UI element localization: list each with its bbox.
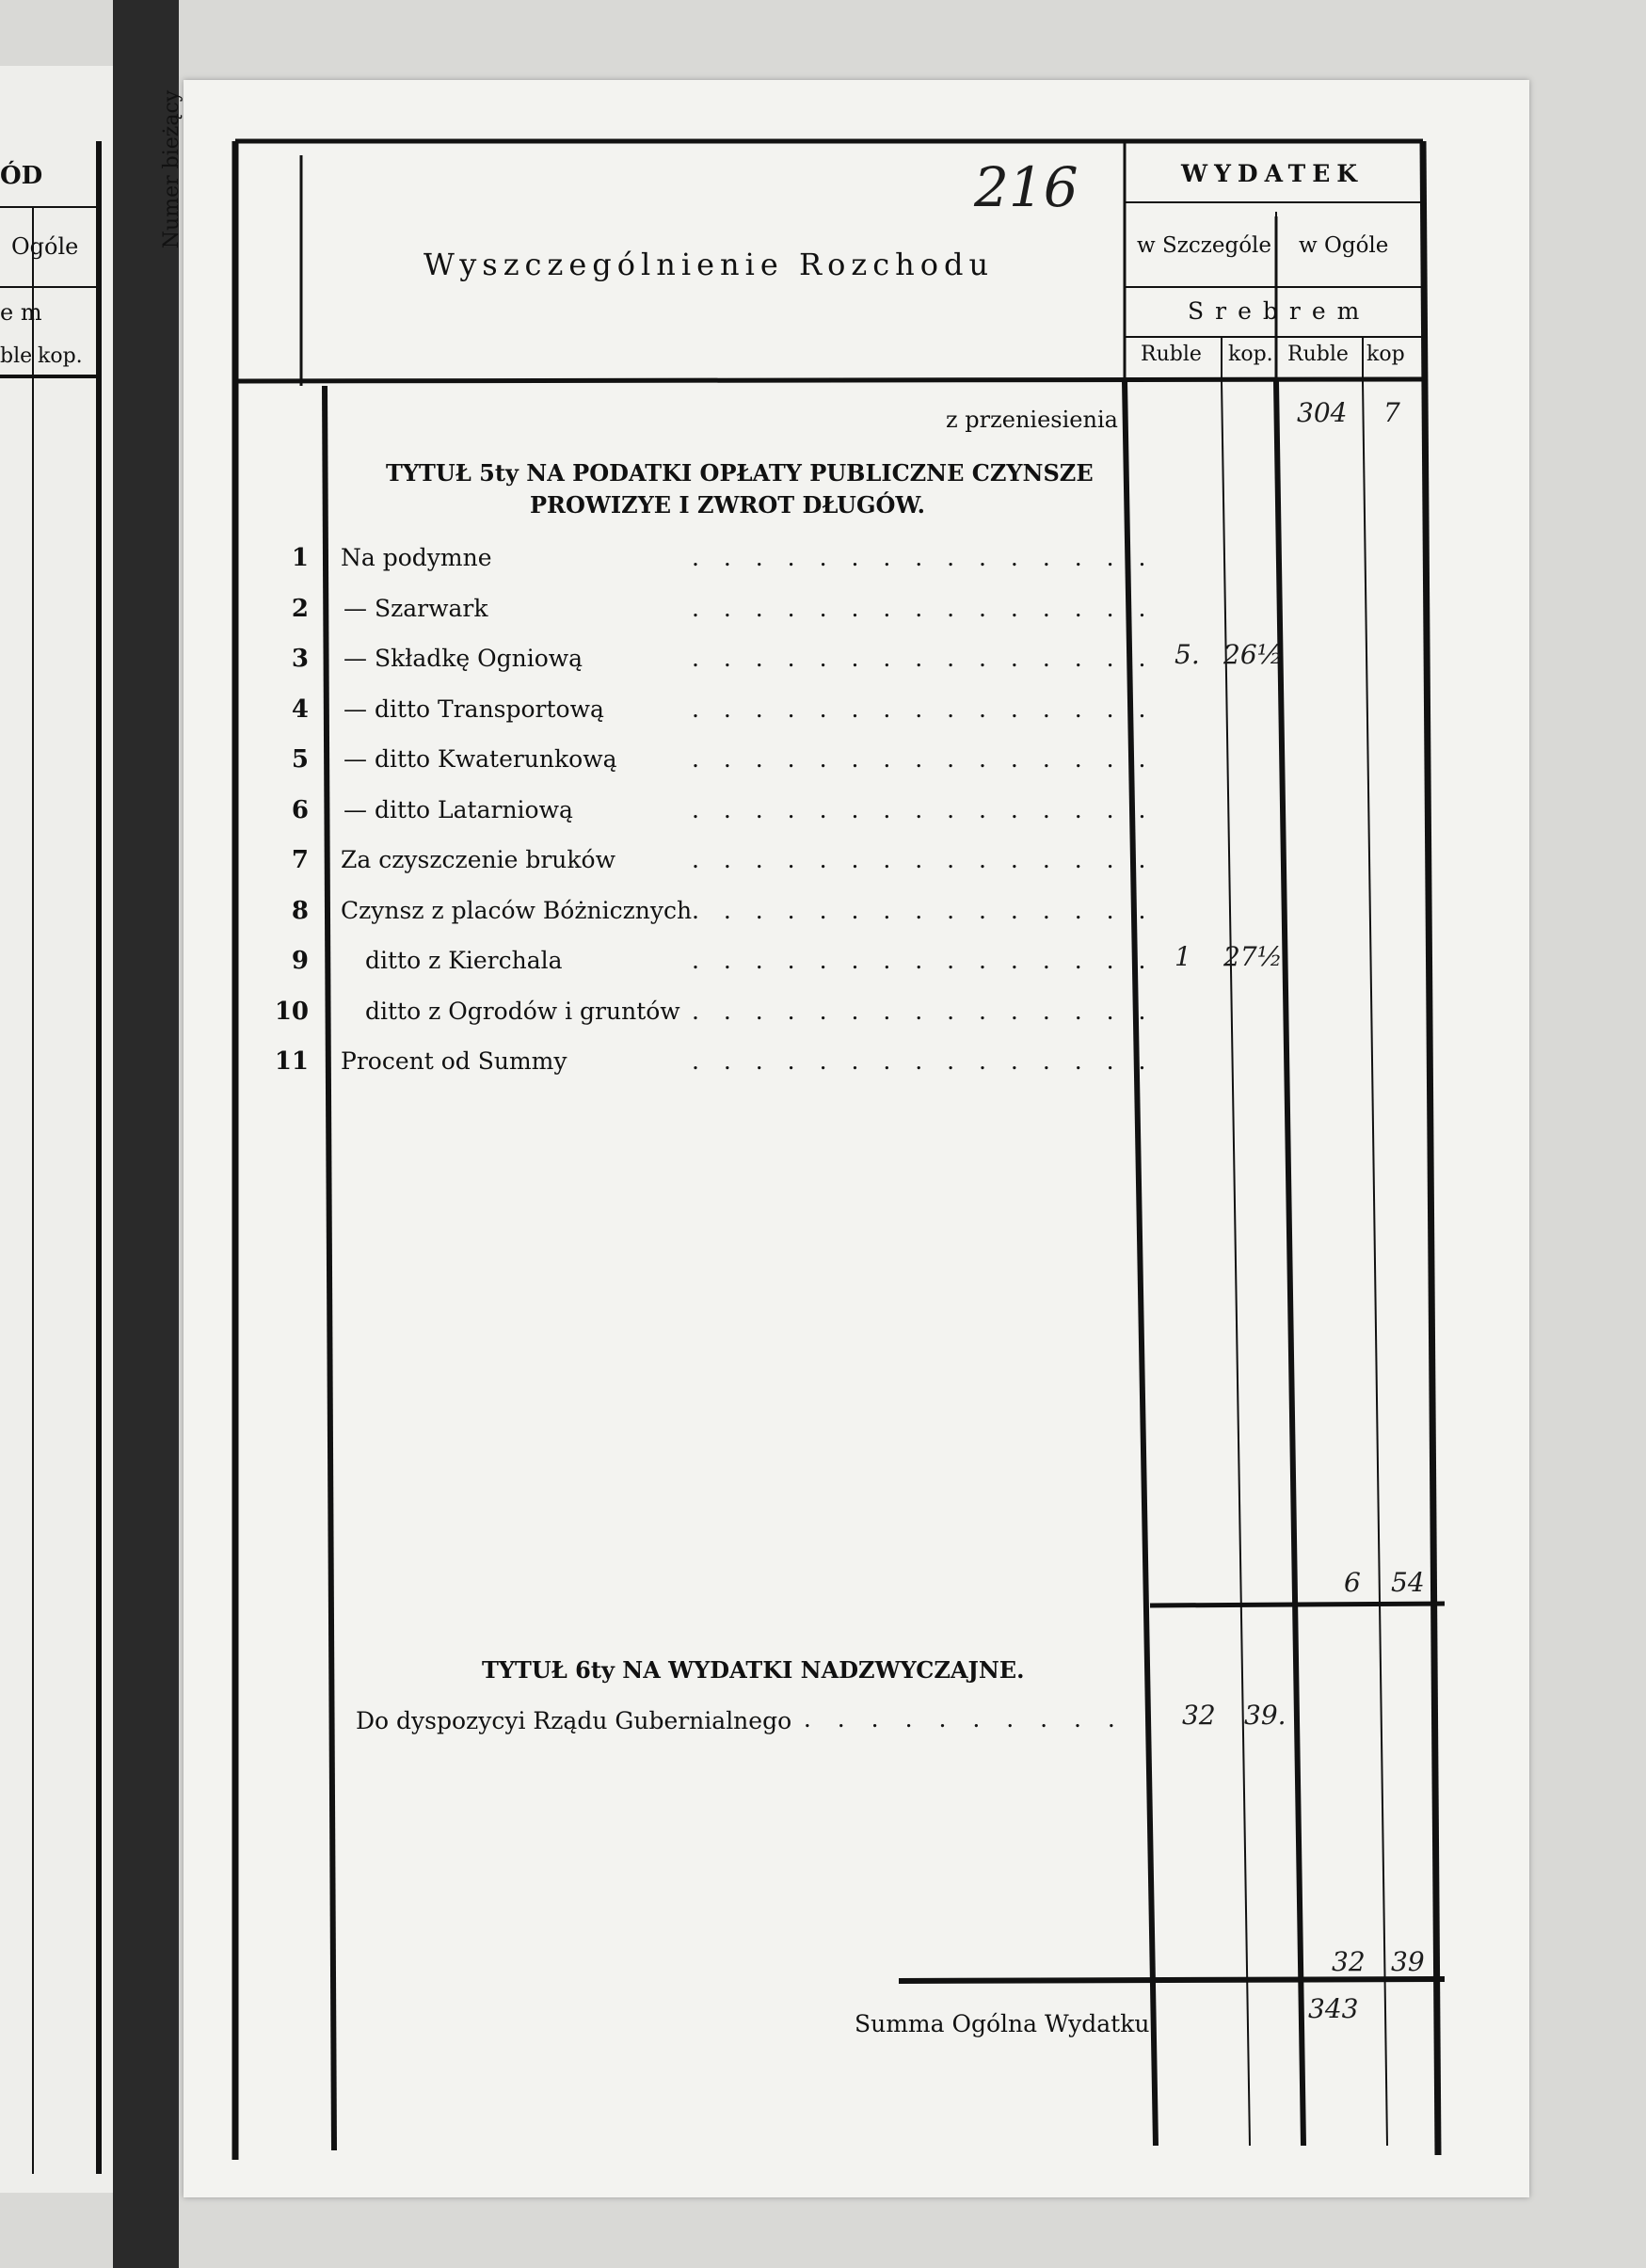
- item-label: — ditto Transportową: [344, 695, 604, 723]
- section6-item-dots: . . . . . . . . . . .: [770, 1705, 1125, 1733]
- ruble-heading-1: Ruble: [1141, 343, 1202, 366]
- item-number: 2: [291, 595, 309, 623]
- left-col-fragment: Ogóle: [11, 233, 79, 260]
- item-detail-kop: 26½: [1223, 639, 1283, 670]
- summa-rubles: 343: [1308, 1993, 1359, 2024]
- item-number: 5: [291, 745, 309, 774]
- left-header-fragment: ÓD: [0, 162, 43, 190]
- item-leader-dots: . . . . . . . . . . . . . . .: [692, 998, 1155, 1025]
- item-number: 9: [291, 947, 309, 975]
- kop-heading-1: kop.: [1228, 343, 1273, 366]
- item-number: 7: [291, 846, 309, 874]
- item-label: — Szarwark: [344, 595, 488, 622]
- item-number: 1: [291, 544, 309, 572]
- item-leader-dots: . . . . . . . . . . . . . . .: [692, 796, 1155, 823]
- item-label: ditto z Kierchala: [365, 947, 563, 974]
- section6-detail-rubles: 32: [1182, 1700, 1216, 1731]
- page-title: Wyszczególnienie Rozchodu: [423, 247, 995, 282]
- carry-rubles: 304: [1297, 397, 1348, 428]
- item-label: — ditto Kwaterunkową: [344, 745, 617, 773]
- item-number: 3: [291, 645, 309, 673]
- section5-total-rubles: 6: [1344, 1567, 1361, 1598]
- item-label: — Składkę Ogniową: [344, 645, 583, 672]
- section5-total-kop: 54: [1391, 1567, 1425, 1598]
- item-leader-dots: . . . . . . . . . . . . . . .: [692, 695, 1155, 723]
- item-leader-dots: . . . . . . . . . . . . . . .: [692, 897, 1155, 924]
- item-number: 4: [291, 695, 309, 724]
- numer-biezacy-label: Numer bieżący: [160, 89, 184, 249]
- item-leader-dots: . . . . . . . . . . . . . . .: [692, 595, 1155, 622]
- item-label: Za czyszczenie bruków: [341, 846, 615, 873]
- item-number: 11: [274, 1047, 309, 1076]
- item-number: 8: [291, 897, 309, 925]
- item-leader-dots: . . . . . . . . . . . . . . .: [692, 544, 1155, 571]
- item-leader-dots: . . . . . . . . . . . . . . .: [692, 846, 1155, 873]
- srebrem-heading: Srebrem: [1188, 297, 1371, 325]
- w-ogole-heading: w Ogóle: [1299, 233, 1389, 258]
- section6-title: TYTUŁ 6ty NA WYDATKI NADZWYCZAJNE.: [482, 1656, 1025, 1684]
- sheet-number: 216: [974, 155, 1079, 219]
- item-detail-rubles: 5.: [1175, 639, 1200, 670]
- item-leader-dots: . . . . . . . . . . . . . . .: [692, 645, 1155, 672]
- section6-detail-kop: 39.: [1244, 1700, 1286, 1731]
- carry-kop: 7: [1383, 397, 1400, 428]
- left-rubles-fragment: ble: [0, 344, 33, 368]
- left-kop-fragment: kop.: [38, 344, 83, 368]
- item-leader-dots: . . . . . . . . . . . . . . .: [692, 947, 1155, 974]
- item-label: Czynsz z placów Bóżnicznych: [341, 897, 693, 924]
- wydatek-heading: WYDATEK: [1181, 160, 1365, 187]
- item-detail-rubles: 1: [1175, 941, 1191, 972]
- kop-heading-2: kop: [1366, 343, 1405, 366]
- w-szczegole-heading: w Szczególe: [1137, 233, 1272, 258]
- item-detail-kop: 27½: [1223, 941, 1283, 972]
- section5-title-line1: TYTUŁ 5ty NA PODATKI OPŁATY PUBLICZNE CZYNSZE: [386, 459, 1094, 487]
- left-srebrem-fragment: e m: [0, 299, 42, 326]
- section6-total-rubles: 32: [1332, 1946, 1366, 1977]
- item-label: ditto z Ogrodów i gruntów: [365, 998, 680, 1025]
- item-label: — ditto Latarniową: [344, 796, 573, 823]
- section6-total-kop: 39: [1391, 1946, 1425, 1977]
- item-label: Procent od Summy: [341, 1047, 567, 1075]
- item-number: 6: [291, 796, 309, 824]
- section6-item-label: Do dyspozycyi Rządu Gubernialnego: [356, 1707, 792, 1734]
- summa-label: Summa Ogólna Wydatku: [855, 2010, 1150, 2037]
- ruble-heading-2: Ruble: [1287, 343, 1349, 366]
- section5-title-line2: PROWIZYE I ZWROT DŁUGÓW.: [530, 491, 925, 519]
- carry-label: z przeniesienia: [946, 407, 1118, 433]
- item-leader-dots: . . . . . . . . . . . . . . .: [692, 745, 1155, 773]
- item-label: Na podymne: [341, 544, 492, 571]
- item-number: 10: [274, 998, 309, 1026]
- item-leader-dots: . . . . . . . . . . . . . . .: [692, 1047, 1155, 1075]
